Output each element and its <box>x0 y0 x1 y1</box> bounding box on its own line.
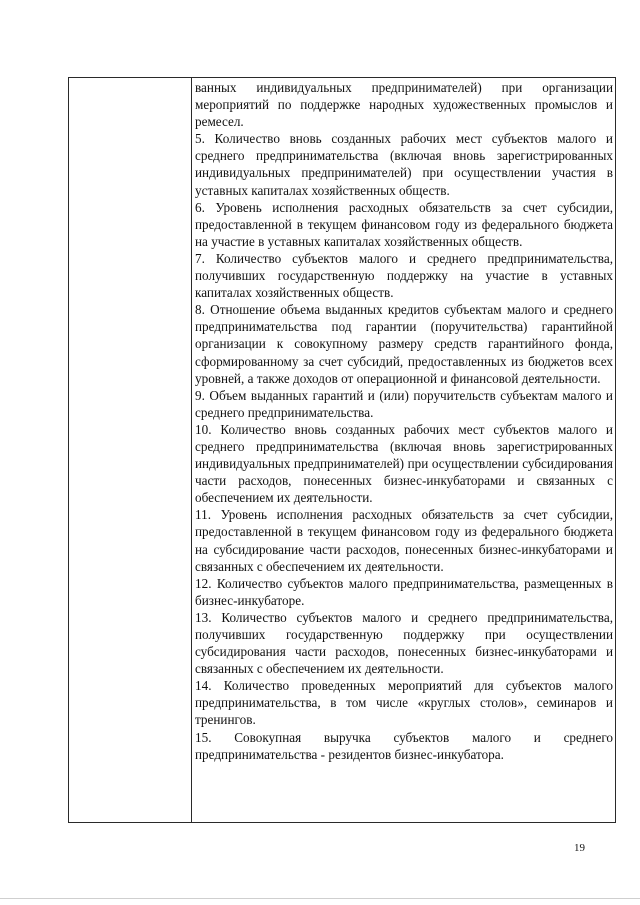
paragraph-item-10: 10. Количество вновь созданных рабочих мест субъектов малого и среднего предпринимательства (включая вновь зарегистрированных индивидуальных предпринимателей) при осуществлении субсидирования части расходов, понесенных бизнес-инкубаторами и связанных с обеспечением их деятельности. <box>195 421 613 506</box>
scan-edge-divider <box>0 898 640 899</box>
paragraph-item-15: 15. Совокупная выручка субъектов малого и среднего предпринимательства - резидентов бизнес-инкубатора. <box>195 729 613 762</box>
paragraph-item-12: 12. Количество субъектов малого предпринимательства, размещенных в бизнес-инкубаторе. <box>195 575 613 608</box>
paragraph-item-5: 5. Количество вновь созданных рабочих мест субъектов малого и среднего предпринимательства (включая вновь зарегистрированных индивидуальных предпринимателей) при осуществлении участия в уставных капиталах хозяйственных обществ. <box>195 131 613 198</box>
page-number: 19 <box>574 842 585 854</box>
indicators-table <box>68 77 616 823</box>
table-right-column <box>193 78 615 822</box>
paragraph-item-8: 8. Отношение объема выданных кредитов субъектам малого и среднего предпринимательства под гарантии (поручительства) гарантийной организации к совокупному размеру средств гарантийного фонда, сформированному за счет субсидий, предоставленных из бюджетов всех уровней, а также доходов от операционной и финансовой деятельности. <box>195 302 613 386</box>
table-left-column <box>69 78 192 822</box>
paragraph-continuation: ванных индивидуальных предпринимателей) при организации мероприятий по поддержке народных художественных промыслов и ремесел. <box>195 80 613 130</box>
paragraph-item-7: 7. Количество субъектов малого и среднего предпринимательства, получивших государственную поддержку на участие в уставных капиталах хозяйственных обществ. <box>195 250 613 301</box>
paragraph-item-13: 13. Количество субъектов малого и среднего предпринимательства, получивших государственную поддержку при осуществлении субсидирования части расходов, понесенных бизнес-инкубаторами и связанных с обеспечением их деятельности. <box>195 609 613 677</box>
paragraph-item-9: 9. Объем выданных гарантий и (или) поручительств субъектам малого и среднего предпринимательства. <box>195 387 613 420</box>
paragraph-item-11: 11. Уровень исполнения расходных обязательств за счет субсидии, предоставленной в текущем финансовом году из федерального бюджета на субсидирование части расходов, понесенных бизнес-инкубаторами и связанных с обеспечением их деятельности. <box>195 507 613 574</box>
paragraph-item-6: 6. Уровень исполнения расходных обязательств за счет субсидии, предоставленной в текущем финансовом году из федерального бюджета на участие в уставных капиталах хозяйственных обществ. <box>195 199 613 249</box>
paragraph-item-14: 14. Количество проведенных мероприятий для субъектов малого предпринимательства, в том числе «круглых столов», семинаров и тренингов. <box>195 678 613 728</box>
